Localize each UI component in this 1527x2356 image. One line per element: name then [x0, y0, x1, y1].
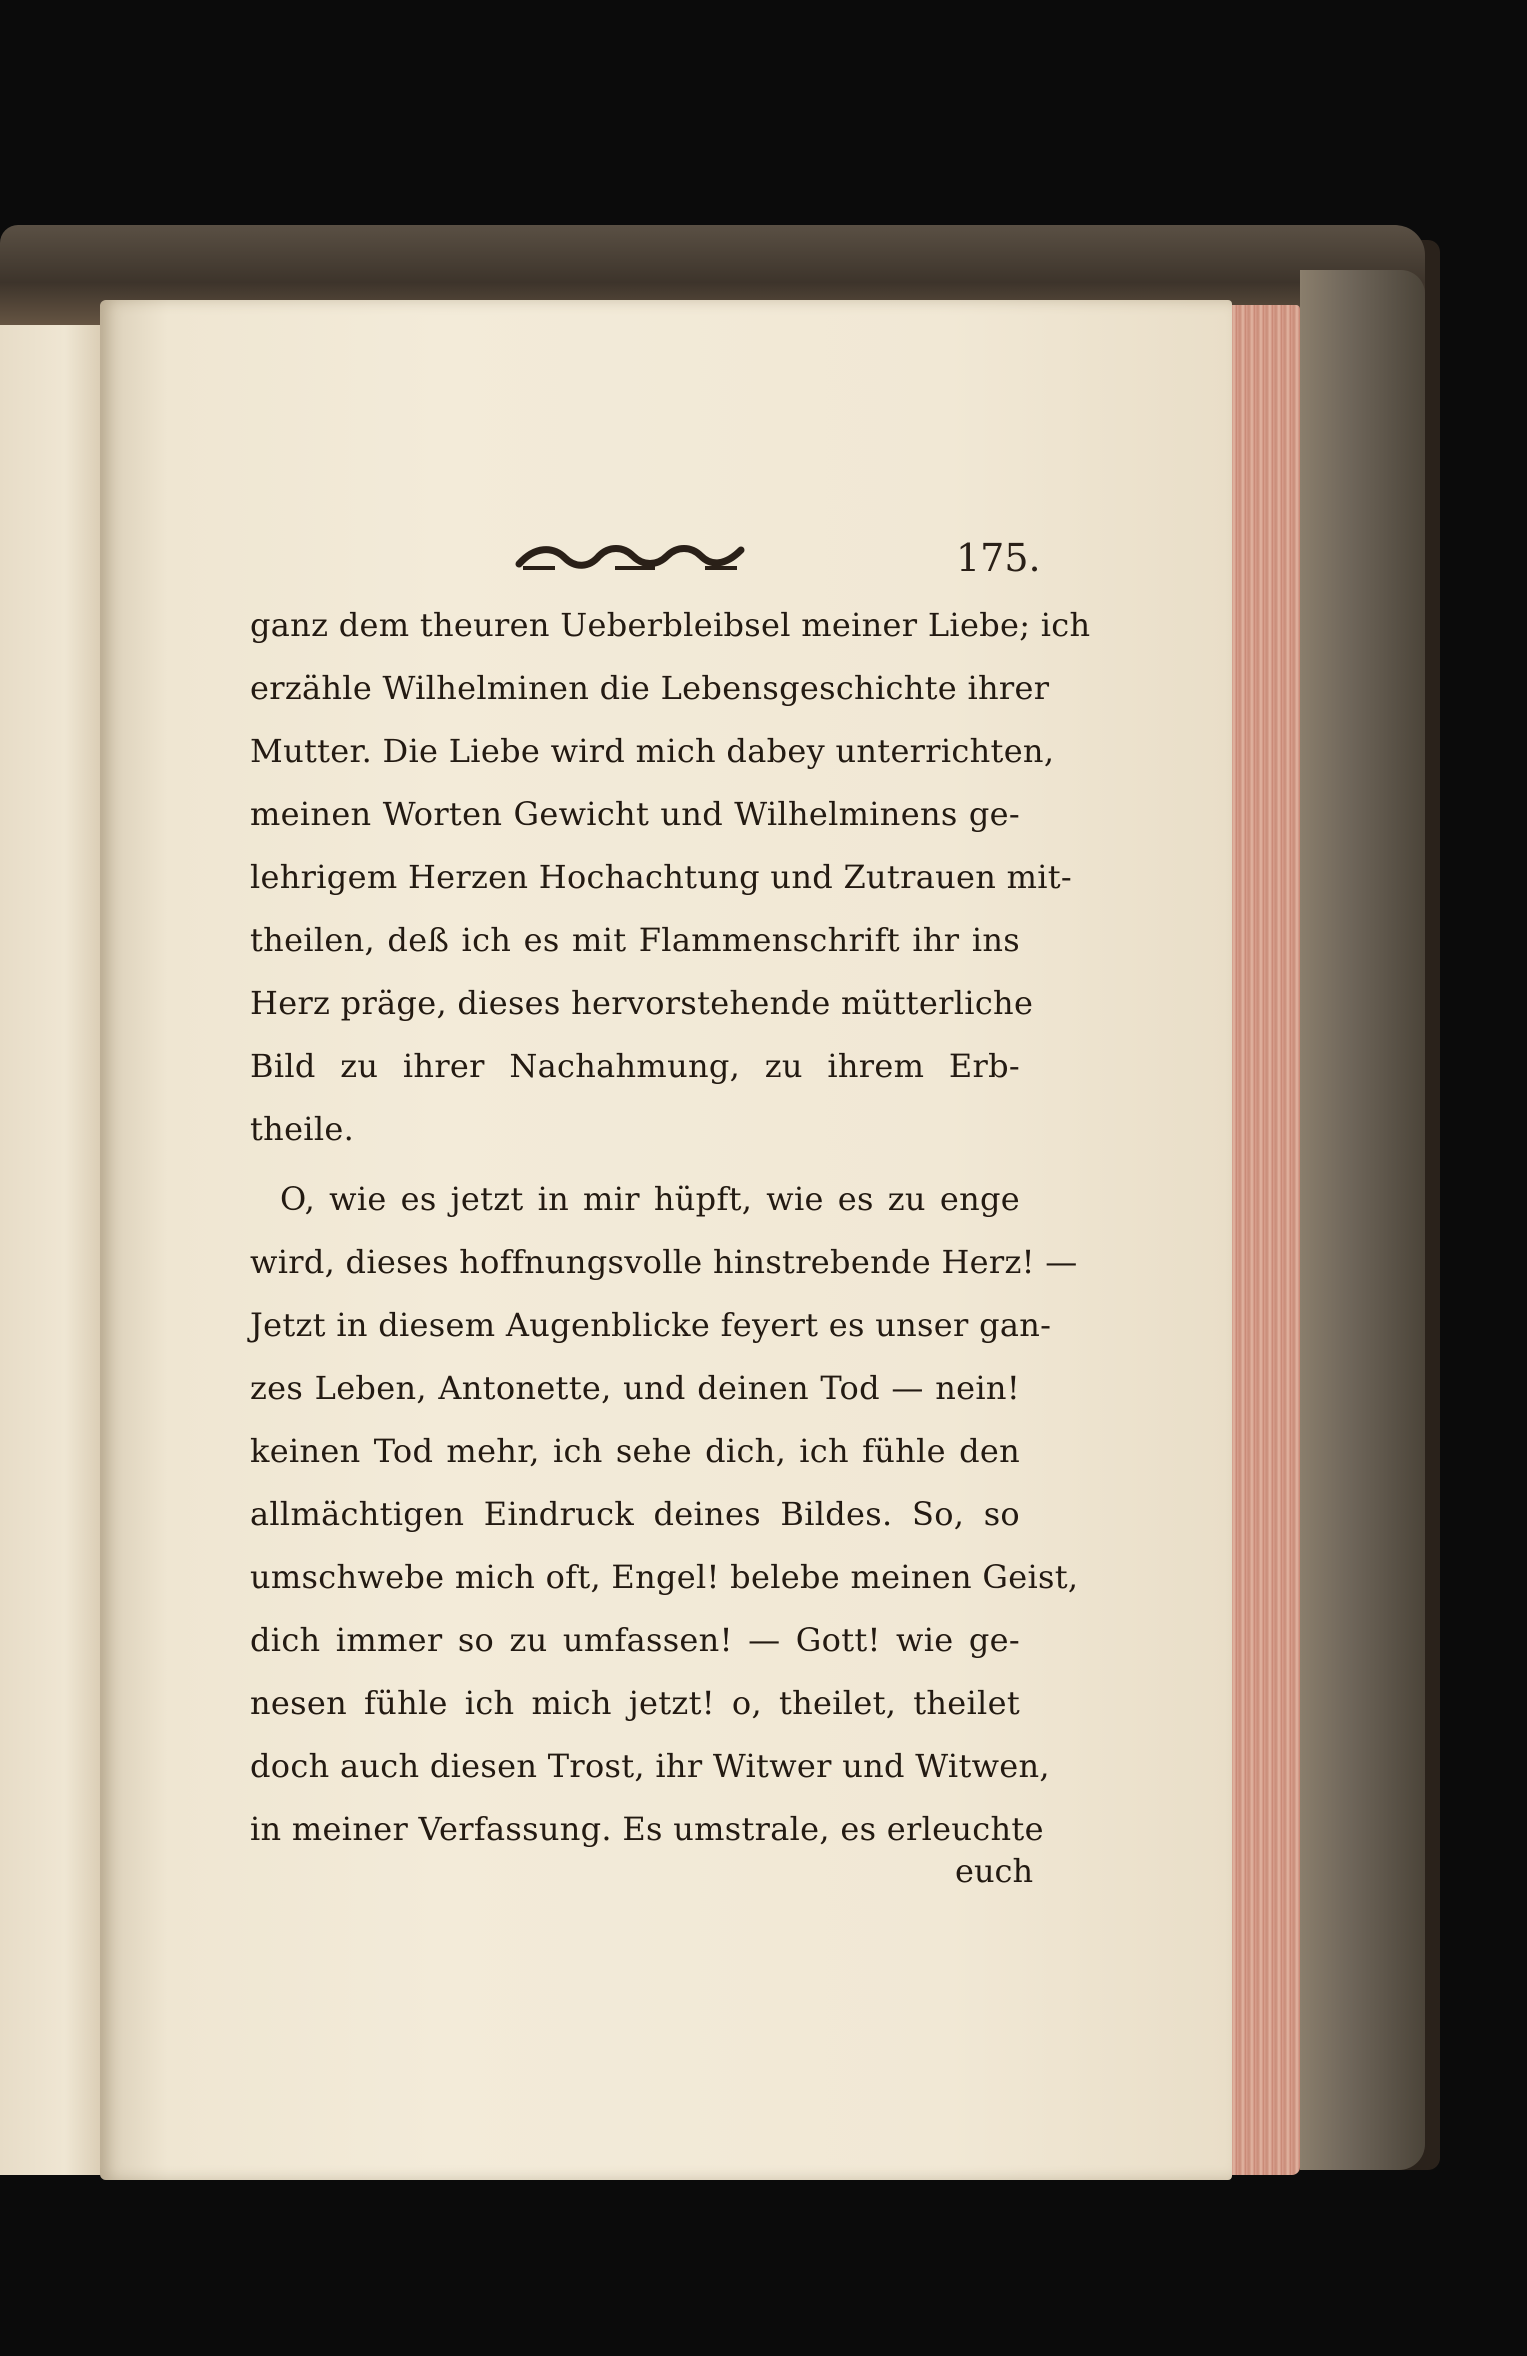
page-edges	[1228, 305, 1300, 2175]
text-line: Bild zu ihrer Nachahmung, zu ihrem Erb-	[250, 1047, 1020, 1085]
left-page-fragment	[0, 325, 108, 2175]
text-line: nesen fühle ich mich jetzt! o, theilet, theilet	[250, 1684, 1020, 1722]
decorative-ornament	[515, 538, 745, 574]
text-line: lehrigem Herzen Hochachtung und Zutrauen mit-	[250, 858, 1073, 896]
text-line: keinen Tod mehr, ich sehe dich, ich fühle den	[250, 1432, 1020, 1470]
text-line: dich immer so zu umfassen! — Gott! wie ge-	[250, 1621, 1020, 1659]
page-number: 175.	[956, 536, 1041, 580]
text-line: umschwebe mich oft, Engel! belebe meinen Geist,	[250, 1558, 1079, 1596]
catchword: euch	[955, 1852, 1034, 1890]
book-page	[100, 300, 1232, 2180]
text-line: theilen, deß ich es mit Flammenschrift ihr ins	[250, 921, 1020, 959]
text-line: Herz präge, dieses hervorstehende mütterliche	[250, 984, 1034, 1022]
text-line: Jetzt in diesem Augenblicke feyert es unser gan-	[250, 1306, 1052, 1344]
text-line: erzähle Wilhelminen die Lebensgeschichte ihrer	[250, 669, 1050, 707]
book-cover-right	[1300, 270, 1425, 2170]
text-line: allmächtigen Eindruck deines Bildes. So, so	[250, 1495, 1020, 1533]
text-line: theile.	[250, 1110, 355, 1148]
text-line: doch auch diesen Trost, ihr Witwer und Witwen,	[250, 1747, 1050, 1785]
text-line: O, wie es jetzt in mir hüpft, wie es zu enge	[280, 1180, 1020, 1218]
text-line: Mutter. Die Liebe wird mich dabey unterrichten,	[250, 732, 1055, 770]
text-line: ganz dem theuren Ueberbleibsel meiner Liebe; ich	[250, 606, 1091, 644]
text-line: wird, dieses hoffnungsvolle hinstrebende Herz! —	[250, 1243, 1078, 1281]
text-line: in meiner Verfassung. Es umstrale, es erleuchte	[250, 1810, 1044, 1848]
text-line: meinen Worten Gewicht und Wilhelminens ge-	[250, 795, 1020, 833]
text-line: zes Leben, Antonette, und deinen Tod — nein!	[250, 1369, 1020, 1407]
